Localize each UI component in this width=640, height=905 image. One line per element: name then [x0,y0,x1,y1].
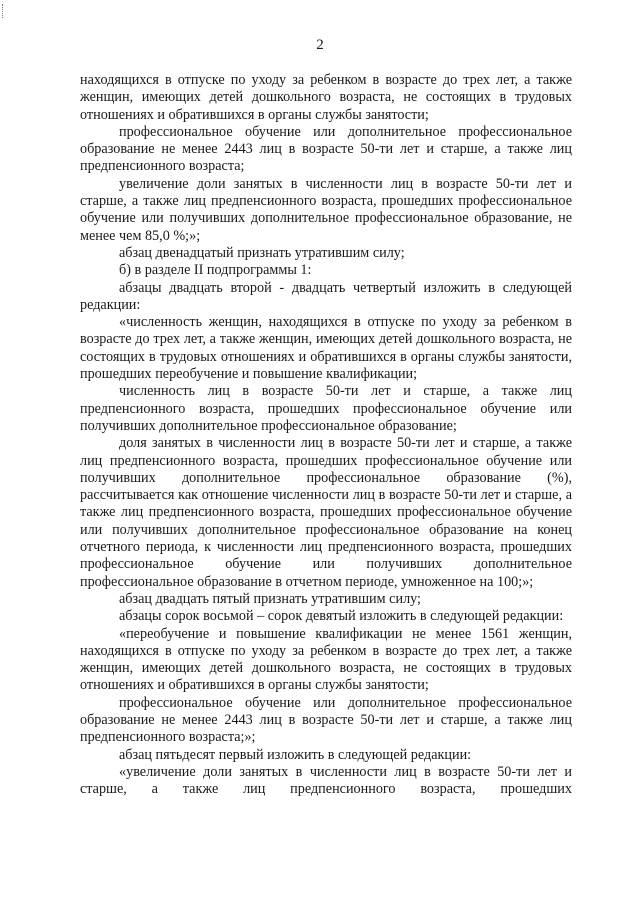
paragraph: «переобучение и повышение квалификации не менее 1561 женщин, находящихся в отпуске по уходу за ребенком в возрасте до трех лет, а также женщин, имеющих детей дошкольного возраста, не состоящих в трудовых отношениях и обратившихся в органы службы занятости; [80,625,572,694]
scan-margin-mark [2,4,4,18]
paragraph: численность лиц в возрасте 50-ти лет и старше, а также лиц предпенсионного возраста, прошедших профессиональное обучение или получивших дополнительное профессиональное образование; [80,383,572,434]
paragraph: профессиональное обучение или дополнительное профессиональное образование не менее 2443 лиц в возрасте 50-ти лет и старше, а также лиц предпенсионного возраста; [80,123,572,175]
page-number: 2 [316,37,324,53]
paragraph: доля занятых в численности лиц в возрасте 50-ти лет и старше, а также лиц предпенсионного возраста, прошедших профессиональное обучение или получивших дополнительное профессиональное образование (%), рассчитывается как отношение численности лиц в возрасте 50-ти лет и старше, а также лиц предпенсионного возраста, прошедших профессиональное обучение или получивших дополнительное профессиональное образование на конец отчетного периода, к численности лиц предпенсионного возраста, прошедших профессиональное обучение или получивших дополнительное профессиональное образование в отчетном периоде, умноженное на 100;»; [80,435,572,590]
paragraph: абзац двадцать пятый признать утратившим силу; [119,590,421,607]
paragraph: «увеличение доли занятых в численности лиц в возрасте 50-ти лет и старше, а также лиц предпенсионного возраста, прошедших [80,763,572,798]
paragraph: абзацы двадцать второй - двадцать четвертый изложить в следующей редакции: [80,279,572,313]
paragraph: абзац двенадцатый признать утратившим силу; [119,244,405,261]
paragraph: «численность женщин, находящихся в отпуске по уходу за ребенком в возрасте до трех лет, а также женщин, имеющих детей дошкольного возраста, не состоящих в трудовых отношениях и обратившихся в органы службы занятости, прошедших переобучение и повышение квалификации; [80,314,572,383]
paragraph: находящихся в отпуске по уходу за ребенком в возрасте до трех лет, а также женщин, имеющих детей дошкольного возраста, не состоящих в трудовых отношениях и обратившихся в органы службы занятости; [80,72,572,123]
paragraph: профессиональное обучение или дополнительное профессиональное образование не менее 2443 лиц в возрасте 50-ти лет и старше, а также лиц предпенсионного возраста;»; [80,694,572,746]
paragraph: абзац пятьдесят первый изложить в следующей редакции: [119,746,472,763]
paragraph: б) в разделе II подпрограммы 1: [119,262,312,279]
paragraph: увеличение доли занятых в численности лиц в возрасте 50-ти лет и старше, а также лиц предпенсионного возраста, прошедших профессиональное обучение или получивших дополнительное профессиональное образование, не менее чем 85,0 %;»; [80,175,572,244]
document-body [80,72,572,798]
paragraph: абзацы сорок восьмой – сорок девятый изложить в следующей редакции: [119,608,564,625]
